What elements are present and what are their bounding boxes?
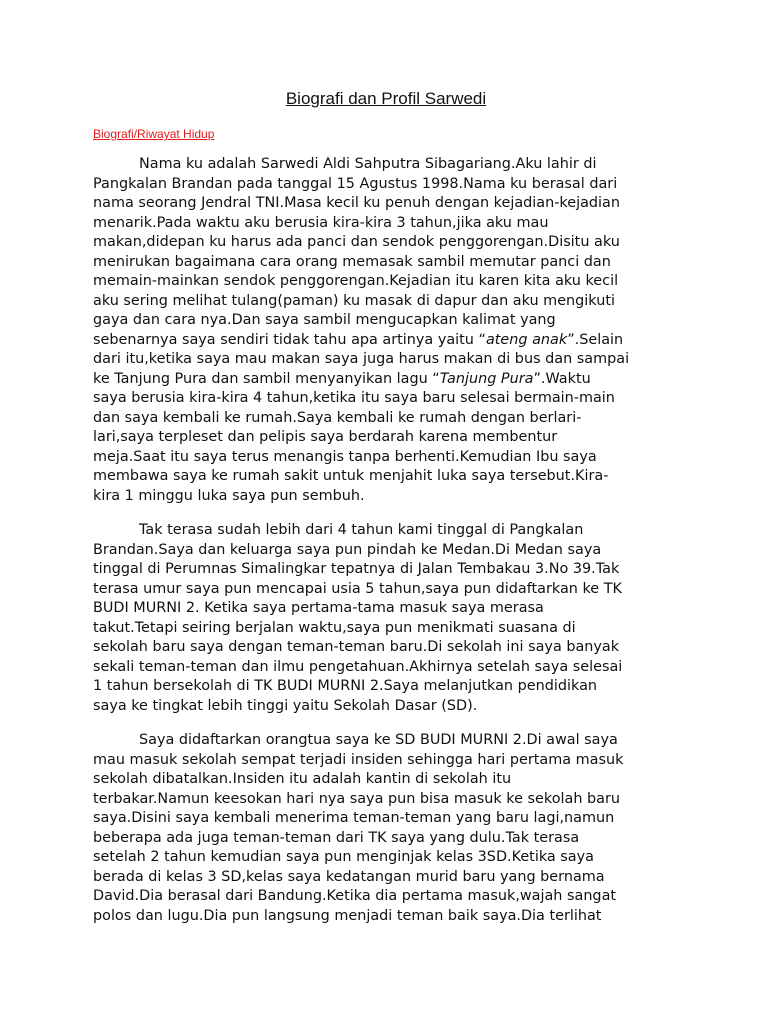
paragraph-1-text-e: ”.Waktu saya berusia kira-kira 4 tahun,ketika itu saya baru selesai bermain-main dan saya kembali ke rumah.Saya kembali ke rumah dengan berlari- lari,saya terpleset dan pelipis saya berdarah karena membentur meja.Saat itu saya terus menangis tanpa berhenti.Kemudian Ibu saya membawa saya ke rumah sakit untuk menjahit luka saya tersebut.Kira- kira 1 minggu luka saya pun sembuh.: [93, 370, 615, 504]
paragraph-2: Tak terasa sudah lebih dari 4 tahun kami tinggal di Pangkalan Brandan.Saya dan keluarga saya pun pindah ke Medan.Di Medan saya tinggal di Perumnas Simalingkar tepatnya di Jalan Tembakau 3.No 39.Tak terasa umur saya pun mencapai usia 5 tahun,saya pun didaftarkan ke TK BUDI MURNI 2. Ketika saya pertama-tama masuk saya merasa takut.Tetapi seiring berjalan waktu,saya pun menikmati suasana di sekolah baru saya dengan teman-teman baru.Di sekolah ini saya banyak sekali teman-teman dan ilmu pengetahuan.Akhirnya setelah saya selesai 1 tahun bersekolah di TK BUDI MURNI 2.Saya melanjutkan pendidikan saya ke tingkat lebih tinggi yaitu Sekolah Dasar (SD).: [93, 522, 623, 714]
document-body: [93, 155, 681, 941]
paragraph-1-italic-tanjung-pura: Tanjung Pura: [439, 370, 534, 387]
paragraph-3: Saya didaftarkan orangtua saya ke SD BUDI MURNI 2.Di awal saya mau masuk sekolah sempat terjadi insiden sehingga hari pertama masuk sekolah dibatalkan.Insiden itu adalah kantin di sekolah itu terbakar.Namun keesokan hari nya saya pun bisa masuk ke sekolah baru saya.Disini saya kembali menerima teman-teman yang baru lagi,namun beberapa ada juga teman-teman dari TK saya yang dulu.Tak terasa setelah 2 tahun kemudian saya pun menginjak kelas 3SD.Ketika saya berada di kelas 3 SD,kelas saya kedatangan murid baru yang bernama David.Dia berasal dari Bandung.Ketika dia pertama masuk,wajah sangat polos dan lugu.Dia pun langsung menjadi teman baik saya.Dia terlihat: [93, 732, 624, 924]
paragraph-1: [93, 155, 681, 506]
paragraph-1-text-c: ”.Selain dari itu,ketika saya mau makan saya juga harus makan di bus dan sampai ke Tanjung Pura dan sambil menyanyikan lagu “: [93, 331, 630, 387]
paragraph-1-italic-ateng-anak: ateng anak: [485, 331, 568, 348]
paragraph-1-text-a: Nama ku adalah Sarwedi Aldi Sahputra Sibagariang.Aku lahir di Pangkalan Brandan pada tanggal 15 Agustus 1998.Nama ku berasal dari nama seorang Jendral TNI.Masa kecil ku penuh dengan kejadian-kejadian menarik.Pada waktu aku berusia kira-kira 3 tahun,jika aku mau makan,didepan ku harus ada panci dan sendok penggorengan.Disitu aku menirukan bagaimana cara orang memasak sambil memutar panci dan memain-mainkan sendok penggorengan.Kejadian itu karen kita aku kecil aku sering melihat tulang(paman) ku masak di dapur dan aku mengikuti gaya dan cara nya.Dan saya sambil mengucapkan kalimat yang sebenarnya saya sendiri tidak tahu apa artinya yaitu “: [93, 156, 620, 348]
document-title: Biografi dan Profil Sarwedi: [285, 89, 487, 108]
section-heading-link[interactable]: Biografi/Riwayat Hidup: [93, 127, 215, 141]
